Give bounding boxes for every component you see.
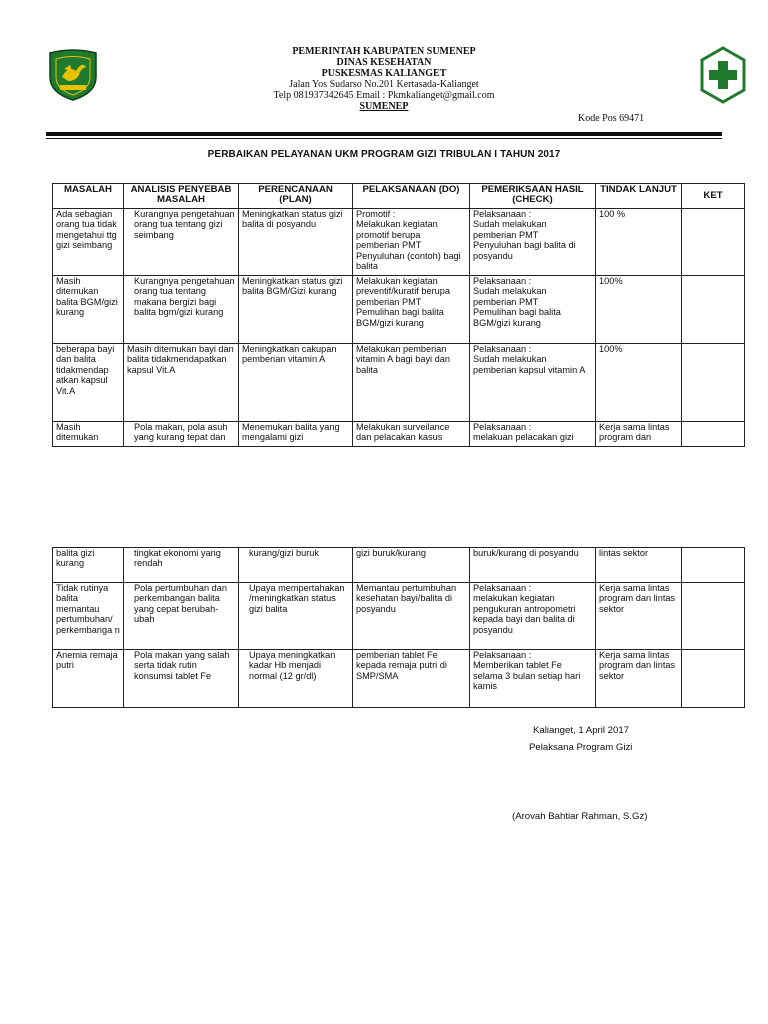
cell-pelaksanaan: pemberian tablet Fe kepada remaja putri di SMP/SMA — [353, 650, 470, 708]
header-analisis: ANALISIS PENYEBAB MASALAH — [124, 184, 239, 209]
postal-code: Kode Pos 69471 — [578, 113, 645, 124]
table-row — [53, 209, 745, 276]
cell-tindak-lanjut: 100% — [596, 344, 682, 422]
cell-analisis: Pola makan, pola asuh yang kurang tepat dan — [124, 422, 239, 447]
cell-tindak-lanjut: Kerja sama lintas program dan lintas sektor — [596, 650, 682, 708]
cell-masalah: Ada sebagian orang tua tidak mengetahui ttg gizi seimbang — [53, 209, 124, 276]
cell-pelaksanaan: Melakukan pemberian vitamin A bagi bayi dan balita — [353, 344, 470, 422]
header-tindak-lanjut: TINDAK LANJUT — [596, 184, 682, 209]
table-row — [53, 650, 745, 708]
header-divider-thin — [46, 138, 722, 139]
header-perencanaan: PERENCANAAN (PLAN) — [239, 184, 353, 209]
puskesmas-cross-icon — [699, 46, 747, 104]
table-row — [53, 548, 745, 583]
cell-ket — [682, 548, 745, 583]
table-row — [53, 344, 745, 422]
cell-perencanaan: kurang/gizi buruk — [239, 548, 353, 583]
cell-perencanaan: Upaya mempertahakan /meningkatkan status gizi balita — [239, 583, 353, 650]
signer-name: (Arovah Bahtiar Rahman, S.Gz) — [512, 811, 648, 822]
cell-tindak-lanjut: Kerja sama lintas program dan lintas sektor — [596, 583, 682, 650]
cell-pelaksanaan: Promotif : Melakukan kegiatan promotif berupa pemberian PMT Penyuluhan (contoh) bagi balita — [353, 209, 470, 276]
header-divider — [46, 132, 722, 136]
program-table-part-2 — [52, 547, 745, 708]
cell-pelaksanaan: Memantau pertumbuhan kesehatan bayi/balita di posyandu — [353, 583, 470, 650]
cell-perencanaan: Menemukan balita yang mengalami gizi — [239, 422, 353, 447]
cell-analisis: Pola pertumbuhan dan perkembangan balita yang cepat berubah-ubah — [124, 583, 239, 650]
cell-tindak-lanjut: 100 % — [596, 209, 682, 276]
header-pemeriksaan: PEMERIKSAAN HASIL (CHECK) — [470, 184, 596, 209]
cell-analisis: Pola makan yang salah serta tidak rutin konsumsi tablet Fe — [124, 650, 239, 708]
cell-masalah: balita gizi kurang — [53, 548, 124, 583]
cell-perencanaan: Upaya meningkatkan kadar Hb menjadi normal (12 gr/dl) — [239, 650, 353, 708]
cell-pemeriksaan: buruk/kurang di posyandu — [470, 548, 596, 583]
cell-perencanaan: Meningkatkan cakupan pemberian vitamin A — [239, 344, 353, 422]
cell-tindak-lanjut: 100% — [596, 276, 682, 344]
place-date: Kalianget, 1 April 2017 — [533, 725, 630, 736]
cell-pemeriksaan: Pelaksanaan : Sudah melakukan pemberian kapsul vitamin A — [470, 344, 596, 422]
header-pelaksanaan: PELAKSANAAN (DO) — [353, 184, 470, 209]
cell-tindak-lanjut: lintas sektor — [596, 548, 682, 583]
cell-pemeriksaan: Pelaksanaan : Sudah melakukan pemberian PMT Pemulihan bagi balita BGM/gizi kurang — [470, 276, 596, 344]
cell-masalah: Masih ditemukan — [53, 422, 124, 447]
cell-pemeriksaan: Pelaksanaan : melakukan kegiatan pengukuran antropometri kepada bayi dan balita di posyandu — [470, 583, 596, 650]
table-row — [53, 422, 745, 447]
puskesmas-line: PUSKESMAS KALIANGET — [321, 68, 447, 79]
cell-ket — [682, 422, 745, 447]
cell-ket — [682, 583, 745, 650]
regency-emblem-icon — [46, 47, 100, 101]
government-line: PEMERINTAH KABUPATEN SUMENEP — [292, 46, 476, 57]
cell-ket — [682, 209, 745, 276]
table-row — [53, 583, 745, 650]
signer-role: Pelaksana Program Gizi — [529, 742, 633, 753]
cell-analisis: Kurangnya pengetahuan orang tua tentang gizi seimbang — [124, 209, 239, 276]
cell-pemeriksaan: Pelaksanaan : melakuan pelacakan gizi — [470, 422, 596, 447]
table-row — [53, 276, 745, 344]
address-line: Jalan Yos Sudarso No.201 Kertasada-Kalianget — [289, 79, 479, 90]
cell-analisis: Kurangnya pengetahuan orang tua tentang makana bergizi bagi balita bgm/gizi kurang — [124, 276, 239, 344]
cell-ket — [682, 344, 745, 422]
cell-masalah: Tidak rutinya balita memantau pertumbuhan/ perkembanga n — [53, 583, 124, 650]
cell-masalah: Anemia remaja putri — [53, 650, 124, 708]
cell-masalah: Masih ditemukan balita BGM/gizi kurang — [53, 276, 124, 344]
program-table-part-1 — [52, 183, 745, 447]
document-title: PERBAIKAN PELAYANAN UKM PROGRAM GIZI TRIBULAN I TAHUN 2017 — [207, 149, 561, 160]
cell-pelaksanaan: gizi buruk/kurang — [353, 548, 470, 583]
cell-ket — [682, 650, 745, 708]
city-line: SUMENEP — [359, 101, 409, 112]
cell-ket — [682, 276, 745, 344]
contact-line: Telp 081937342645 Email : Pkmkalianget@gmail.com — [273, 90, 495, 101]
cell-pemeriksaan: Pelaksanaan : Sudah melakukan pemberian PMT Penyuluhan bagi balita di posyandu — [470, 209, 596, 276]
cell-analisis: Masih ditemukan bayi dan balita tidakmendapatkan kapsul Vit.A — [124, 344, 239, 422]
letterhead — [200, 46, 568, 112]
agency-line: DINAS KESEHATAN — [336, 57, 432, 68]
cell-masalah: beberapa bayi dan balita tidakmendap atkan kapsul Vit.A — [53, 344, 124, 422]
table-header-row — [53, 184, 745, 209]
cell-tindak-lanjut: Kerja sama lintas program dan — [596, 422, 682, 447]
cell-pelaksanaan: Melakukan kegiatan preventif/kuratif berupa pemberian PMT Pemulihan bagi balita BGM/gizi kurang — [353, 276, 470, 344]
header-ket: KET — [682, 184, 745, 209]
header-masalah: MASALAH — [53, 184, 124, 209]
cell-perencanaan: Meningkatkan status gizi balita BGM/Gizi kurang — [239, 276, 353, 344]
cell-pemeriksaan: Pelaksanaan : Memberikan tablet Fe selama 3 bulan setiap hari kamis — [470, 650, 596, 708]
cell-perencanaan: Meningkatkan status gizi balita di posyandu — [239, 209, 353, 276]
cell-analisis: tingkat ekonomi yang rendah — [124, 548, 239, 583]
cell-pelaksanaan: Melakukan surveilance dan pelacakan kasus — [353, 422, 470, 447]
